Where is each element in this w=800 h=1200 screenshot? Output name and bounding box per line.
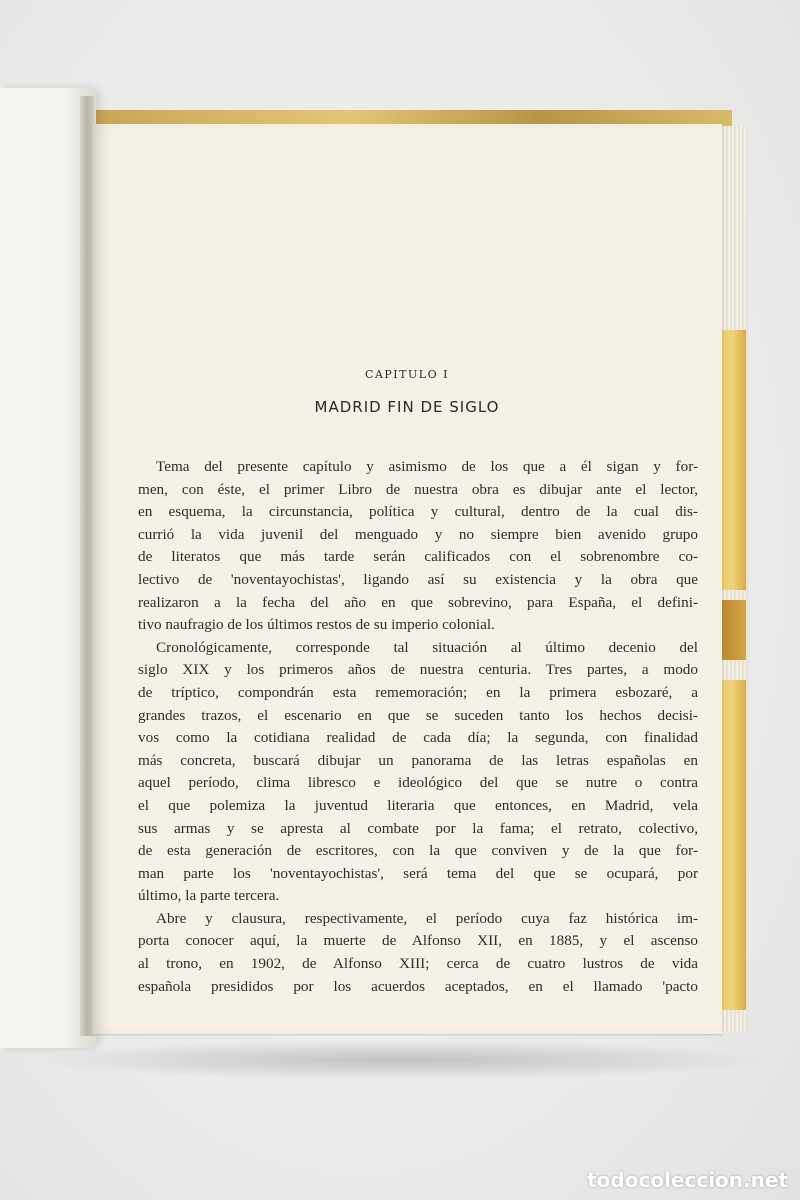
- text-line: men, con éste, el primer Libro de nuestra obra es dibujar ante el lector,: [138, 480, 698, 498]
- chapter-title: MADRID FIN DE SIGLO: [314, 398, 500, 416]
- text-line: de esta generación de escritores, con la que conviven y de la que for-: [138, 842, 698, 860]
- text-line: Abre y clausura, respectivamente, el período cuya faz histórica im-: [156, 909, 698, 927]
- book-shadow: [30, 1040, 770, 1080]
- text-line: de literatos que más tarde serán calificados con el sobrenombre co-: [138, 548, 698, 566]
- book-page: [92, 124, 722, 1034]
- text-line: española presididos por los acuerdos aceptados, en el llamado 'pacto: [138, 977, 698, 995]
- chapter-body: [138, 456, 698, 998]
- text-line: tivo naufragio de los últimos restos de su imperio colonial.: [138, 616, 495, 634]
- text-line: Cronológicamente, corresponde tal situación al último decenio del: [156, 638, 698, 656]
- bookmark-paper-strip: [718, 680, 746, 1010]
- text-line: último, la parte tercera.: [138, 887, 280, 905]
- text-line: siglo XIX y los primeros años de nuestra centuria. Tres partes, a modo: [138, 661, 698, 679]
- text-line: de tríptico, compondrán esta rememoración; en la primera esbozaré, a: [138, 683, 698, 701]
- text-line: currió la vida juvenil del menguado y no siempre bien avenido grupo: [138, 525, 698, 543]
- text-line: grandes trazos, el escenario en que se suceden tanto los hechos decisi-: [138, 706, 698, 724]
- chapter-label: CAPITULO I: [365, 368, 449, 381]
- watermark: todocoleccion.net: [587, 1168, 788, 1192]
- text-line: vos como la cotidiana realidad de cada día; la segunda, con finalidad: [138, 729, 698, 747]
- text-line: el que polemiza la juventud literaria que entonces, en Madrid, vela: [138, 796, 698, 814]
- text-line: en esquema, la circunstancia, política y cultural, dentro de la cual dis-: [138, 503, 698, 521]
- bookmark-paper-strip: [718, 600, 746, 660]
- text-line: porta conocer aquí, la muerte de Alfonso XII, en 1885, y el ascenso: [138, 932, 698, 950]
- text-line: al trono, en 1902, de Alfonso XIII; cerca de cuatro lustros de vida: [138, 955, 698, 973]
- text-line: man parte los 'noventayochistas', será tema del que se ocupará, por: [138, 864, 698, 882]
- text-line: realizaron a la fecha del año en que sobrevino, para España, el defini-: [138, 593, 698, 611]
- text-line: más concreta, buscará dibujar un panorama de las letras españolas en: [138, 751, 698, 769]
- text-line: aquel período, clima libresco e ideológico del que se nutre o contra: [138, 774, 698, 792]
- bookmark-paper-strip: [718, 330, 746, 590]
- text-line: sus armas y se apresta al combate por la fama; el retrato, colectivo,: [138, 819, 698, 837]
- text-line: Tema del presente capítulo y asimismo de los que a él sigan y for-: [156, 458, 698, 475]
- text-line: lectivo de 'noventayochistas', ligando así su existencia y la obra que: [138, 570, 698, 588]
